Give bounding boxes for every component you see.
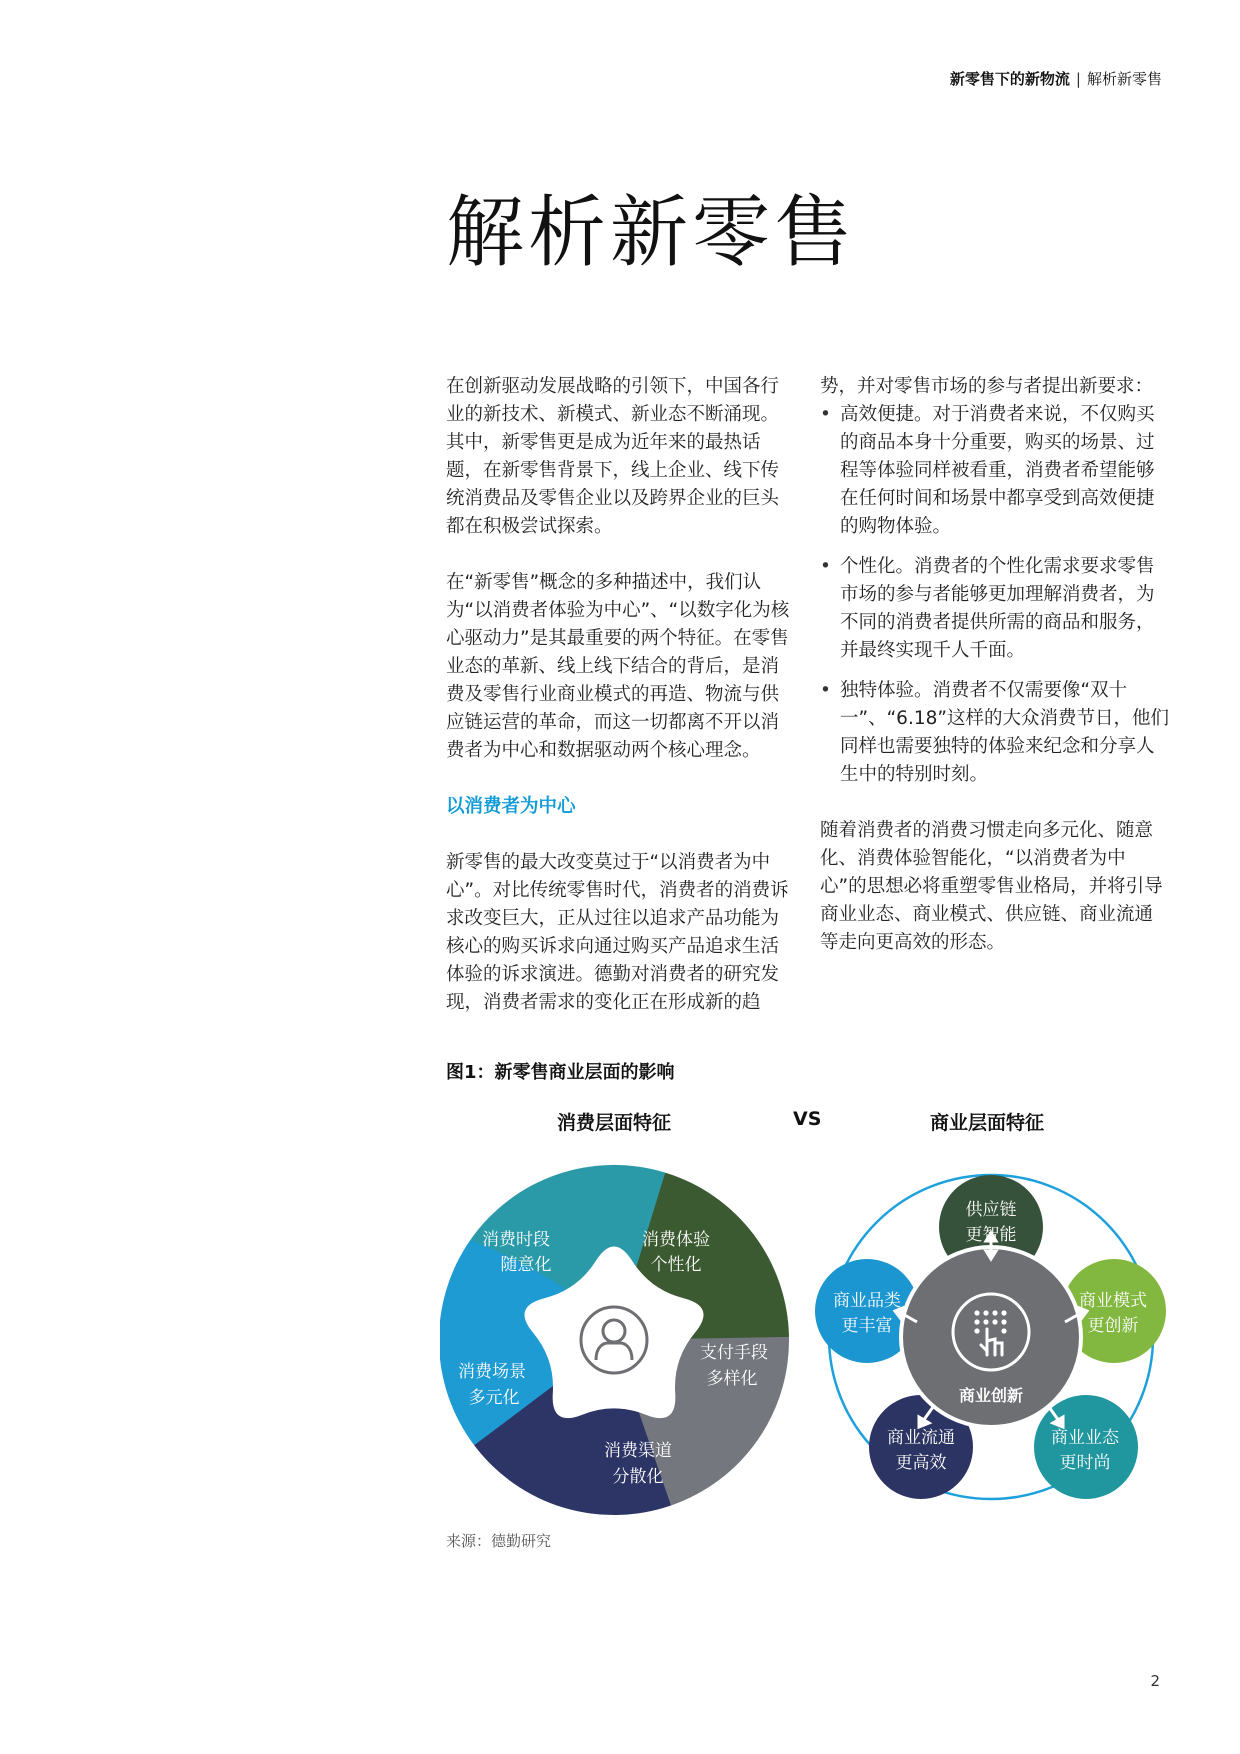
figure-caption: 图1：新零售商业层面的影响 [446, 1062, 675, 1083]
label-supply-chain-1: 供应链 [965, 1200, 1017, 1220]
label-business-category-2: 更丰富 [841, 1316, 893, 1336]
label-payment-method-1: 支付手段 [700, 1343, 768, 1363]
label-business-model-2: 更创新 [1087, 1316, 1139, 1336]
list-item: • 独特体验。消费者不仅需要像“双十一”、“6.18”这样的大众消费节日，他们同样也需要独特的体验来纪念和分享人生中的特别时刻。 [820, 677, 1170, 789]
label-business-circulation-1: 商业流通 [887, 1428, 955, 1448]
label-consumption-scene-1: 消费场景 [458, 1362, 526, 1382]
bullet-list [820, 401, 1170, 789]
vs-label: VS [793, 1108, 822, 1130]
label-consumption-time-1: 消费时段 [482, 1230, 550, 1250]
business-heading: 商业层面特征 [930, 1112, 1045, 1134]
page-title: 解析新零售 [446, 188, 857, 278]
label-business-category-1: 商业品类 [833, 1291, 901, 1311]
paragraph: 在“新零售”概念的多种描述中，我们认为“以消费者体验为中心”、“以数字化为核心驱动力”是其最重要的两个特征。在零售业态的革新、线上线下结合的背后，是消费及零售行业商业模式的再造、物流与供应链运营的革命，而这一切都离不开以消费者为中心和数据驱动两个核心理念。 [446, 572, 790, 761]
label-supply-chain-2: 更智能 [965, 1225, 1017, 1245]
paragraph: 势，并对零售市场的参与者提出新要求： [820, 376, 1154, 397]
business-hub [815, 1175, 1166, 1499]
paragraph: 随着消费者的消费习惯走向多元化、随意化、消费体验智能化，“以消费者为中心”的思想必将重塑零售业格局，并将引导商业业态、商业模式、供应链、商业流通等走向更高效的形态。 [820, 820, 1163, 953]
label-consumption-channel-1: 消费渠道 [604, 1441, 672, 1461]
consumer-pinwheel [440, 1165, 789, 1515]
label-consumption-scene-2: 多元化 [468, 1388, 520, 1408]
label-business-circulation-2: 更高效 [895, 1453, 947, 1473]
left-column [446, 373, 794, 1017]
label-consumption-time-2: 随意化 [500, 1255, 552, 1275]
section-subhead: 以消费者为中心 [446, 796, 576, 817]
list-item: • 个性化。消费者的个性化需求要求零售市场的参与者能够更加理解消费者，为不同的消费者提供所需的商品和服务，并最终实现千人千面。 [820, 553, 1170, 665]
label-business-format-1: 商业业态 [1051, 1428, 1119, 1448]
consumer-heading: 消费层面特征 [557, 1112, 672, 1134]
right-column [820, 373, 1170, 985]
label-business-model-1: 商业模式 [1079, 1291, 1147, 1311]
list-item: • 高效便捷。对于消费者来说，不仅购买的商品本身十分重要，购买的场景、过程等体验同样被看重，消费者希望能够在任何时间和场景中都享受到高效便捷的购物体验。 [820, 401, 1170, 541]
paragraph: 在创新驱动发展战略的引领下，中国各行业的新技术、新模式、新业态不断涌现。其中，新零售更是成为近年来的最热话题，在新零售背景下，线上企业、线下传统消费品及零售企业以及跨界企业的巨头都在积极尝试探索。 [446, 376, 780, 537]
paragraph: 新零售的最大改变莫过于“以消费者为中心”。对比传统零售时代，消费者的消费诉求改变巨大，正从过往以追求产品功能为核心的购买诉求向通过购买产品追求生活体验的诉求演进。德勤对消费者的研究发现，消费者需求的变化正在形成新的趋 [446, 852, 789, 1013]
header-series: 新零售下的新物流 [949, 70, 1070, 88]
hub-label: 商业创新 [958, 1386, 1024, 1405]
label-consumption-channel-2: 分散化 [612, 1467, 664, 1487]
label-consumption-experience-2: 个性化 [650, 1255, 702, 1275]
header-separator: | [1075, 70, 1081, 88]
label-payment-method-2: 多样化 [706, 1369, 758, 1389]
header-section: 解析新零售 [1086, 70, 1162, 88]
label-consumption-experience-1: 消费体验 [642, 1230, 710, 1250]
source-note: 来源：德勤研究 [446, 1532, 552, 1550]
running-header [950, 68, 1162, 89]
impact-diagram [440, 1150, 1180, 1530]
page-number: 2 [1150, 1672, 1160, 1690]
label-business-format-2: 更时尚 [1059, 1453, 1111, 1473]
